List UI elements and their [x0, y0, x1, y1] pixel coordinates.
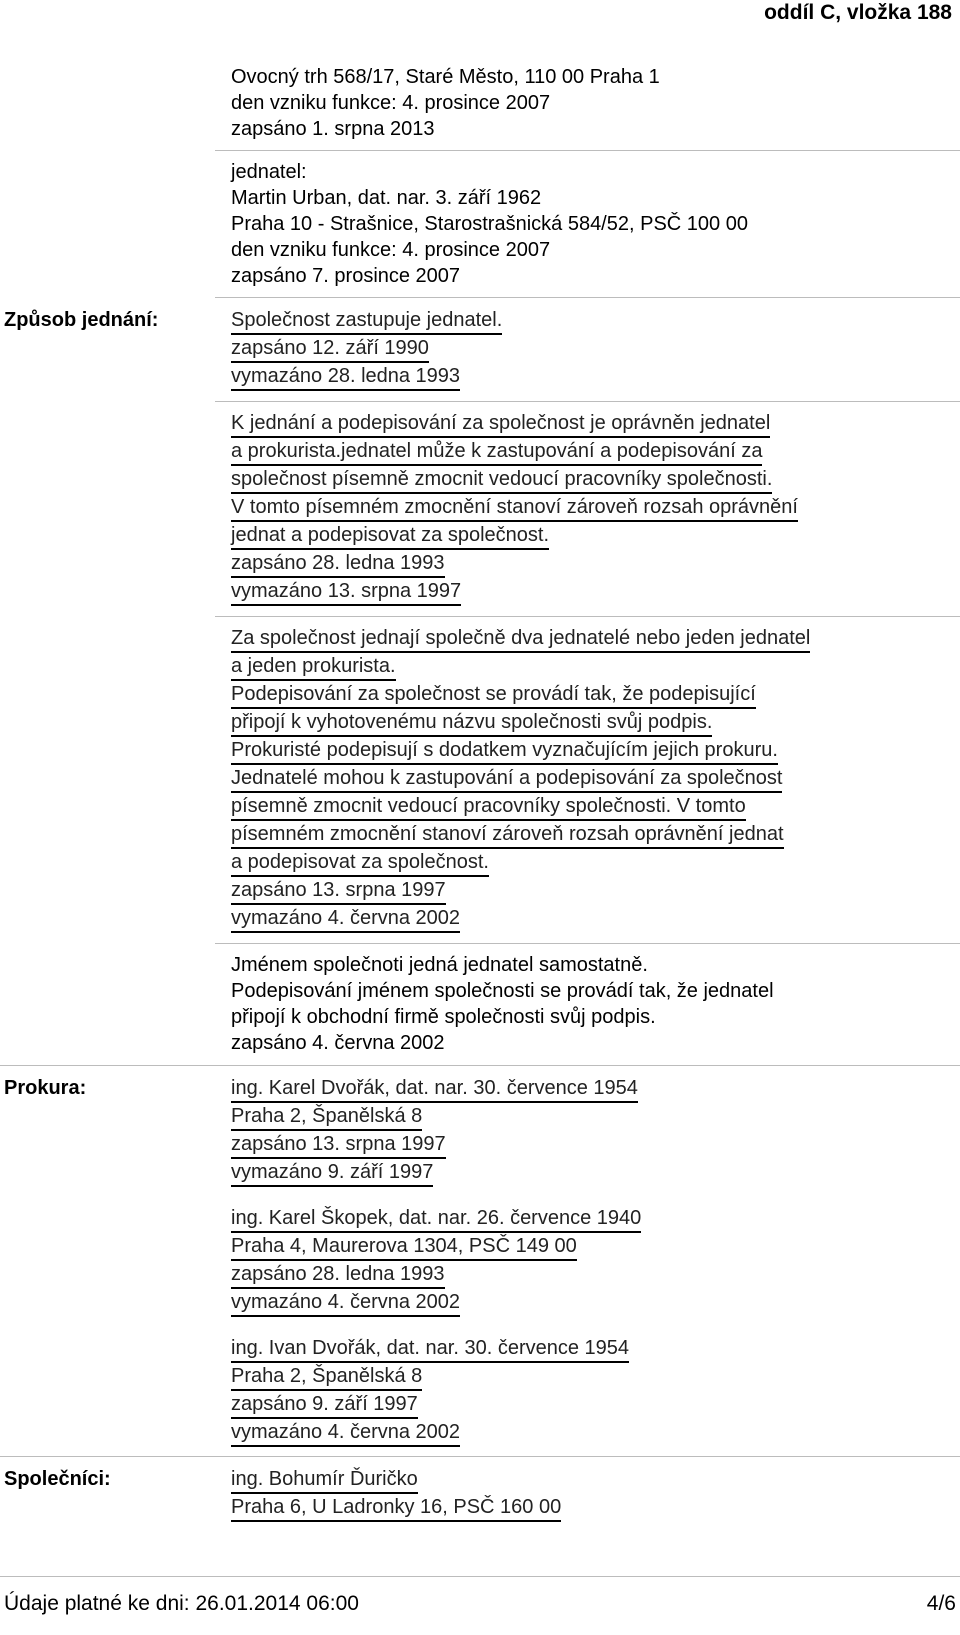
struck-line: vymazáno 9. září 1997: [231, 1159, 433, 1187]
struck-line: připojí k vyhotovenému názvu společnosti svůj podpis.: [231, 709, 712, 737]
struck-line: vymazáno 28. ledna 1993: [231, 363, 460, 391]
struck-line: Jednatelé mohou k zastupování a podepisování za společnost: [231, 765, 782, 793]
footer-divider: [0, 1576, 960, 1577]
zpusob-block-1: [231, 304, 956, 391]
struck-line: zapsáno 13. srpna 1997: [231, 877, 446, 905]
struck-line: ing. Karel Škopek, dat. nar. 26. července 1940: [231, 1205, 641, 1233]
struck-line: Podepisování za společnost se provádí tak, že podepisující: [231, 681, 756, 709]
section-label-prokura: Prokura:: [4, 1077, 87, 1099]
section-zpusob-jednani: [0, 304, 960, 1056]
struck-line: jednat a podepisovat za společnost.: [231, 522, 549, 550]
text-line: Martin Urban, dat. nar. 3. září 1962: [231, 187, 542, 209]
jednatel-block: [231, 159, 956, 289]
struck-line: Prokuristé podepisují s dodatkem vyznačujícím jejich prokuru.: [231, 737, 778, 765]
divider: [215, 297, 960, 298]
struck-line: ing. Karel Dvořák, dat. nar. 30. července 1954: [231, 1075, 638, 1103]
zpusob-block-2: [231, 410, 956, 606]
text-line: zapsáno 1. srpna 2013: [231, 118, 435, 140]
divider: [0, 1456, 960, 1457]
text-line: zapsáno 7. prosince 2007: [231, 265, 461, 287]
section-jednatel: [0, 159, 960, 289]
divider: [0, 1065, 960, 1066]
struck-line: písemně zmocnit vedoucí pracovníky společnosti. V tomto: [231, 793, 746, 821]
struck-line: písemném zmocnění stanoví zároveň rozsah oprávnění jednat: [231, 821, 784, 849]
struck-line: zapsáno 28. ledna 1993: [231, 550, 445, 578]
text-line: Ovocný trh 568/17, Staré Město, 110 00 Praha 1: [231, 66, 660, 88]
struck-line: vymazáno 4. června 2002: [231, 1289, 460, 1317]
section-prokura: [0, 1072, 960, 1447]
text-line: Praha 10 - Strašnice, Starostrašnická 584/52, PSČ 100 00: [231, 213, 748, 235]
zpusob-block-4: [231, 952, 956, 1056]
divider: [215, 401, 960, 402]
section-label-zpusob: Způsob jednání:: [4, 309, 159, 331]
struck-line: zapsáno 28. ledna 1993: [231, 1261, 445, 1289]
struck-line: Praha 6, U Ladronky 16, PSČ 160 00: [231, 1494, 561, 1522]
struck-line: a prokurista.jednatel může k zastupování a podepisování za: [231, 438, 762, 466]
prokura-block-1: [231, 1072, 956, 1187]
footer-page-number: 4/6: [926, 1592, 956, 1615]
struck-line: vymazáno 4. června 2002: [231, 1419, 460, 1447]
struck-line: ing. Ivan Dvořák, dat. nar. 30. července 1954: [231, 1335, 629, 1363]
struck-line: zapsáno 13. srpna 1997: [231, 1131, 446, 1159]
divider: [215, 616, 960, 617]
text-line: Jménem společnoti jedná jednatel samostatně.: [231, 954, 648, 976]
struck-line: Praha 2, Španělská 8: [231, 1363, 422, 1391]
footer-validity-date: Údaje platné ke dni: 26.01.2014 06:00: [4, 1592, 359, 1615]
struck-line: vymazáno 4. června 2002: [231, 905, 460, 933]
jednatel-label: jednatel:: [231, 161, 307, 183]
struck-line: zapsáno 9. září 1997: [231, 1391, 418, 1419]
text-line: den vzniku funkce: 4. prosince 2007: [231, 92, 551, 114]
struck-line: K jednání a podepisování za společnost je oprávněn jednatel: [231, 410, 770, 438]
struck-line: a jeden prokurista.: [231, 653, 396, 681]
struck-line: Praha 2, Španělská 8: [231, 1103, 422, 1131]
section-address: [0, 64, 960, 142]
struck-line: Společnost zastupuje jednatel.: [231, 307, 502, 335]
struck-line: a podepisovat za společnost.: [231, 849, 489, 877]
document-content: [0, 64, 960, 1522]
section-spolecnici: [0, 1463, 960, 1522]
section-label-spolecnici: Společníci:: [4, 1468, 111, 1490]
struck-line: V tomto písemném zmocnění stanoví zároveň rozsah oprávnění: [231, 494, 798, 522]
divider: [215, 150, 960, 151]
zpusob-block-3: [231, 625, 956, 933]
text-line: připojí k obchodní firmě společnosti svůj podpis.: [231, 1006, 656, 1028]
text-line: zapsáno 4. června 2002: [231, 1032, 445, 1054]
divider: [215, 943, 960, 944]
struck-line: Za společnost jednají společně dva jednatelé nebo jeden jednatel: [231, 625, 810, 653]
struck-line: Praha 4, Maurerova 1304, PSČ 149 00: [231, 1233, 577, 1261]
struck-line: společnost písemně zmocnit vedoucí pracovníky společnosti.: [231, 466, 772, 494]
prokura-block-2: [231, 1205, 956, 1317]
prokura-block-3: [231, 1335, 956, 1447]
struck-line: ing. Bohumír Ďuričko: [231, 1466, 418, 1494]
page-header-title: oddíl C, vložka 188: [764, 1, 952, 24]
struck-line: zapsáno 12. září 1990: [231, 335, 429, 363]
address-block: [231, 64, 956, 142]
text-line: den vzniku funkce: 4. prosince 2007: [231, 239, 551, 261]
spolecnici-block-1: [231, 1463, 956, 1522]
struck-line: vymazáno 13. srpna 1997: [231, 578, 461, 606]
text-line: Podepisování jménem společnosti se provádí tak, že jednatel: [231, 980, 774, 1002]
